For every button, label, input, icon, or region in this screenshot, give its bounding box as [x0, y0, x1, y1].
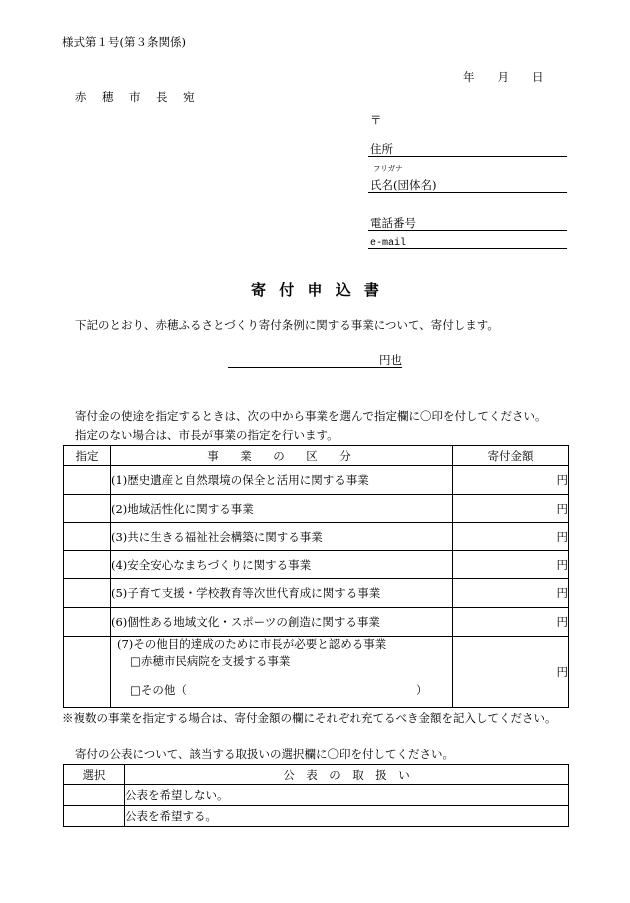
email-label: e-mail: [370, 238, 407, 249]
project-name: (2)地域活性化に関する事業: [111, 495, 453, 523]
publication-option: 公表を希望しない。: [125, 785, 569, 806]
header-select: 指定: [64, 446, 111, 466]
project-row-other: [64, 637, 569, 708]
publication-instruction: 寄付の公表について、該当する取扱いの選択欄に〇印を付してください。: [75, 747, 455, 761]
project-row: [64, 579, 569, 608]
designation-instruction-2: 指定のない場合は、市長が事業の指定を行います。: [75, 428, 339, 442]
option-other-close-paren: ）: [416, 683, 428, 697]
option-other: □その他（: [130, 683, 187, 697]
project-amount-cell: [453, 523, 569, 551]
project-select-cell: [64, 551, 111, 579]
addressee: 赤 穂 市 長 宛: [75, 90, 197, 104]
project-select-cell: [64, 608, 111, 637]
address-label: 住所: [370, 142, 393, 156]
yen-unit: 円: [556, 529, 568, 544]
yen-unit: 円: [556, 615, 568, 629]
project-amount-cell: [453, 495, 569, 523]
project-name: (5)子育て支援・学校教育等次世代育成に関する事業: [111, 579, 453, 608]
phone-field: [368, 217, 567, 231]
project-row: [64, 523, 569, 551]
donation-amount-field: [228, 354, 402, 368]
project-select-cell: [64, 637, 111, 708]
publication-table: [63, 764, 569, 827]
header-amount: 寄付金額: [453, 446, 569, 466]
page-title: 寄 付 申 込 書: [251, 281, 383, 299]
option-hospital: □赤穂市民病院を支援する事業: [130, 654, 291, 668]
designation-instruction-1: 寄付金の使途を指定するときは、次の中から事業を選んで指定欄に〇印を付してください。: [75, 409, 547, 423]
phone-label: 電話番号: [370, 216, 416, 230]
projects-header-row: [64, 446, 569, 466]
project-other-cell: [111, 637, 453, 708]
publication-option-row: [64, 806, 569, 827]
date-line: 年 月 日: [463, 70, 544, 84]
amount-suffix: 円也: [379, 353, 402, 367]
project-name: (4)安全安心なまちづくりに関する事業: [111, 551, 453, 579]
project-name: (3)共に生きる福祉社会構築に関する事業: [111, 523, 453, 551]
publication-select-cell: [64, 806, 125, 827]
publication-header-row: [64, 765, 569, 785]
header-select: 選択: [64, 765, 125, 785]
header-category: 事 業 の 区 分: [111, 446, 453, 466]
project-name: (1)歴史遺産と自然環境の保全と活用に関する事業: [111, 466, 453, 495]
yen-unit: 円: [556, 665, 568, 679]
project-amount-cell: [453, 579, 569, 608]
name-field: [368, 179, 567, 193]
postal-mark: 〒: [370, 113, 382, 127]
furigana-label: フリガナ: [373, 164, 403, 173]
statement: 下記のとおり、赤穂ふるさとづくり寄付条例に関する事業について、寄付します。: [75, 318, 499, 332]
publication-option: 公表を希望する。: [125, 806, 569, 827]
yen-unit: 円: [556, 473, 568, 487]
name-label: 氏名(団体名): [370, 178, 437, 192]
project-select-cell: [64, 579, 111, 608]
project-row: [64, 466, 569, 495]
yen-unit: 円: [556, 586, 568, 600]
yen-unit: 円: [556, 501, 568, 516]
yen-unit: 円: [556, 557, 568, 572]
project-select-cell: [64, 523, 111, 551]
publication-select-cell: [64, 785, 125, 806]
project-amount-cell: [453, 551, 569, 579]
projects-table: [63, 445, 569, 708]
project-select-cell: [64, 495, 111, 523]
publication-option-row: [64, 785, 569, 806]
project-row: [64, 608, 569, 637]
project-other-label: (7)その他目的達成のために市長が必要と認める事業: [117, 637, 387, 651]
header-handling: 公 表 の 取 扱 い: [125, 765, 569, 785]
project-name: (6)個性ある地域文化・スポーツの創造に関する事業: [111, 608, 453, 637]
project-amount-cell: [453, 466, 569, 495]
address-field: [368, 143, 567, 157]
email-field: [368, 235, 567, 249]
project-amount-cell: [453, 608, 569, 637]
form-number: 様式第１号(第３条関係): [62, 35, 186, 49]
project-row: [64, 551, 569, 579]
multiple-designation-note: ※複数の事業を指定する場合は、寄付金額の欄にそれぞれ充てるべき金額を記入してください。: [62, 711, 557, 725]
project-select-cell: [64, 466, 111, 495]
project-row: [64, 495, 569, 523]
project-amount-cell: [453, 637, 569, 708]
